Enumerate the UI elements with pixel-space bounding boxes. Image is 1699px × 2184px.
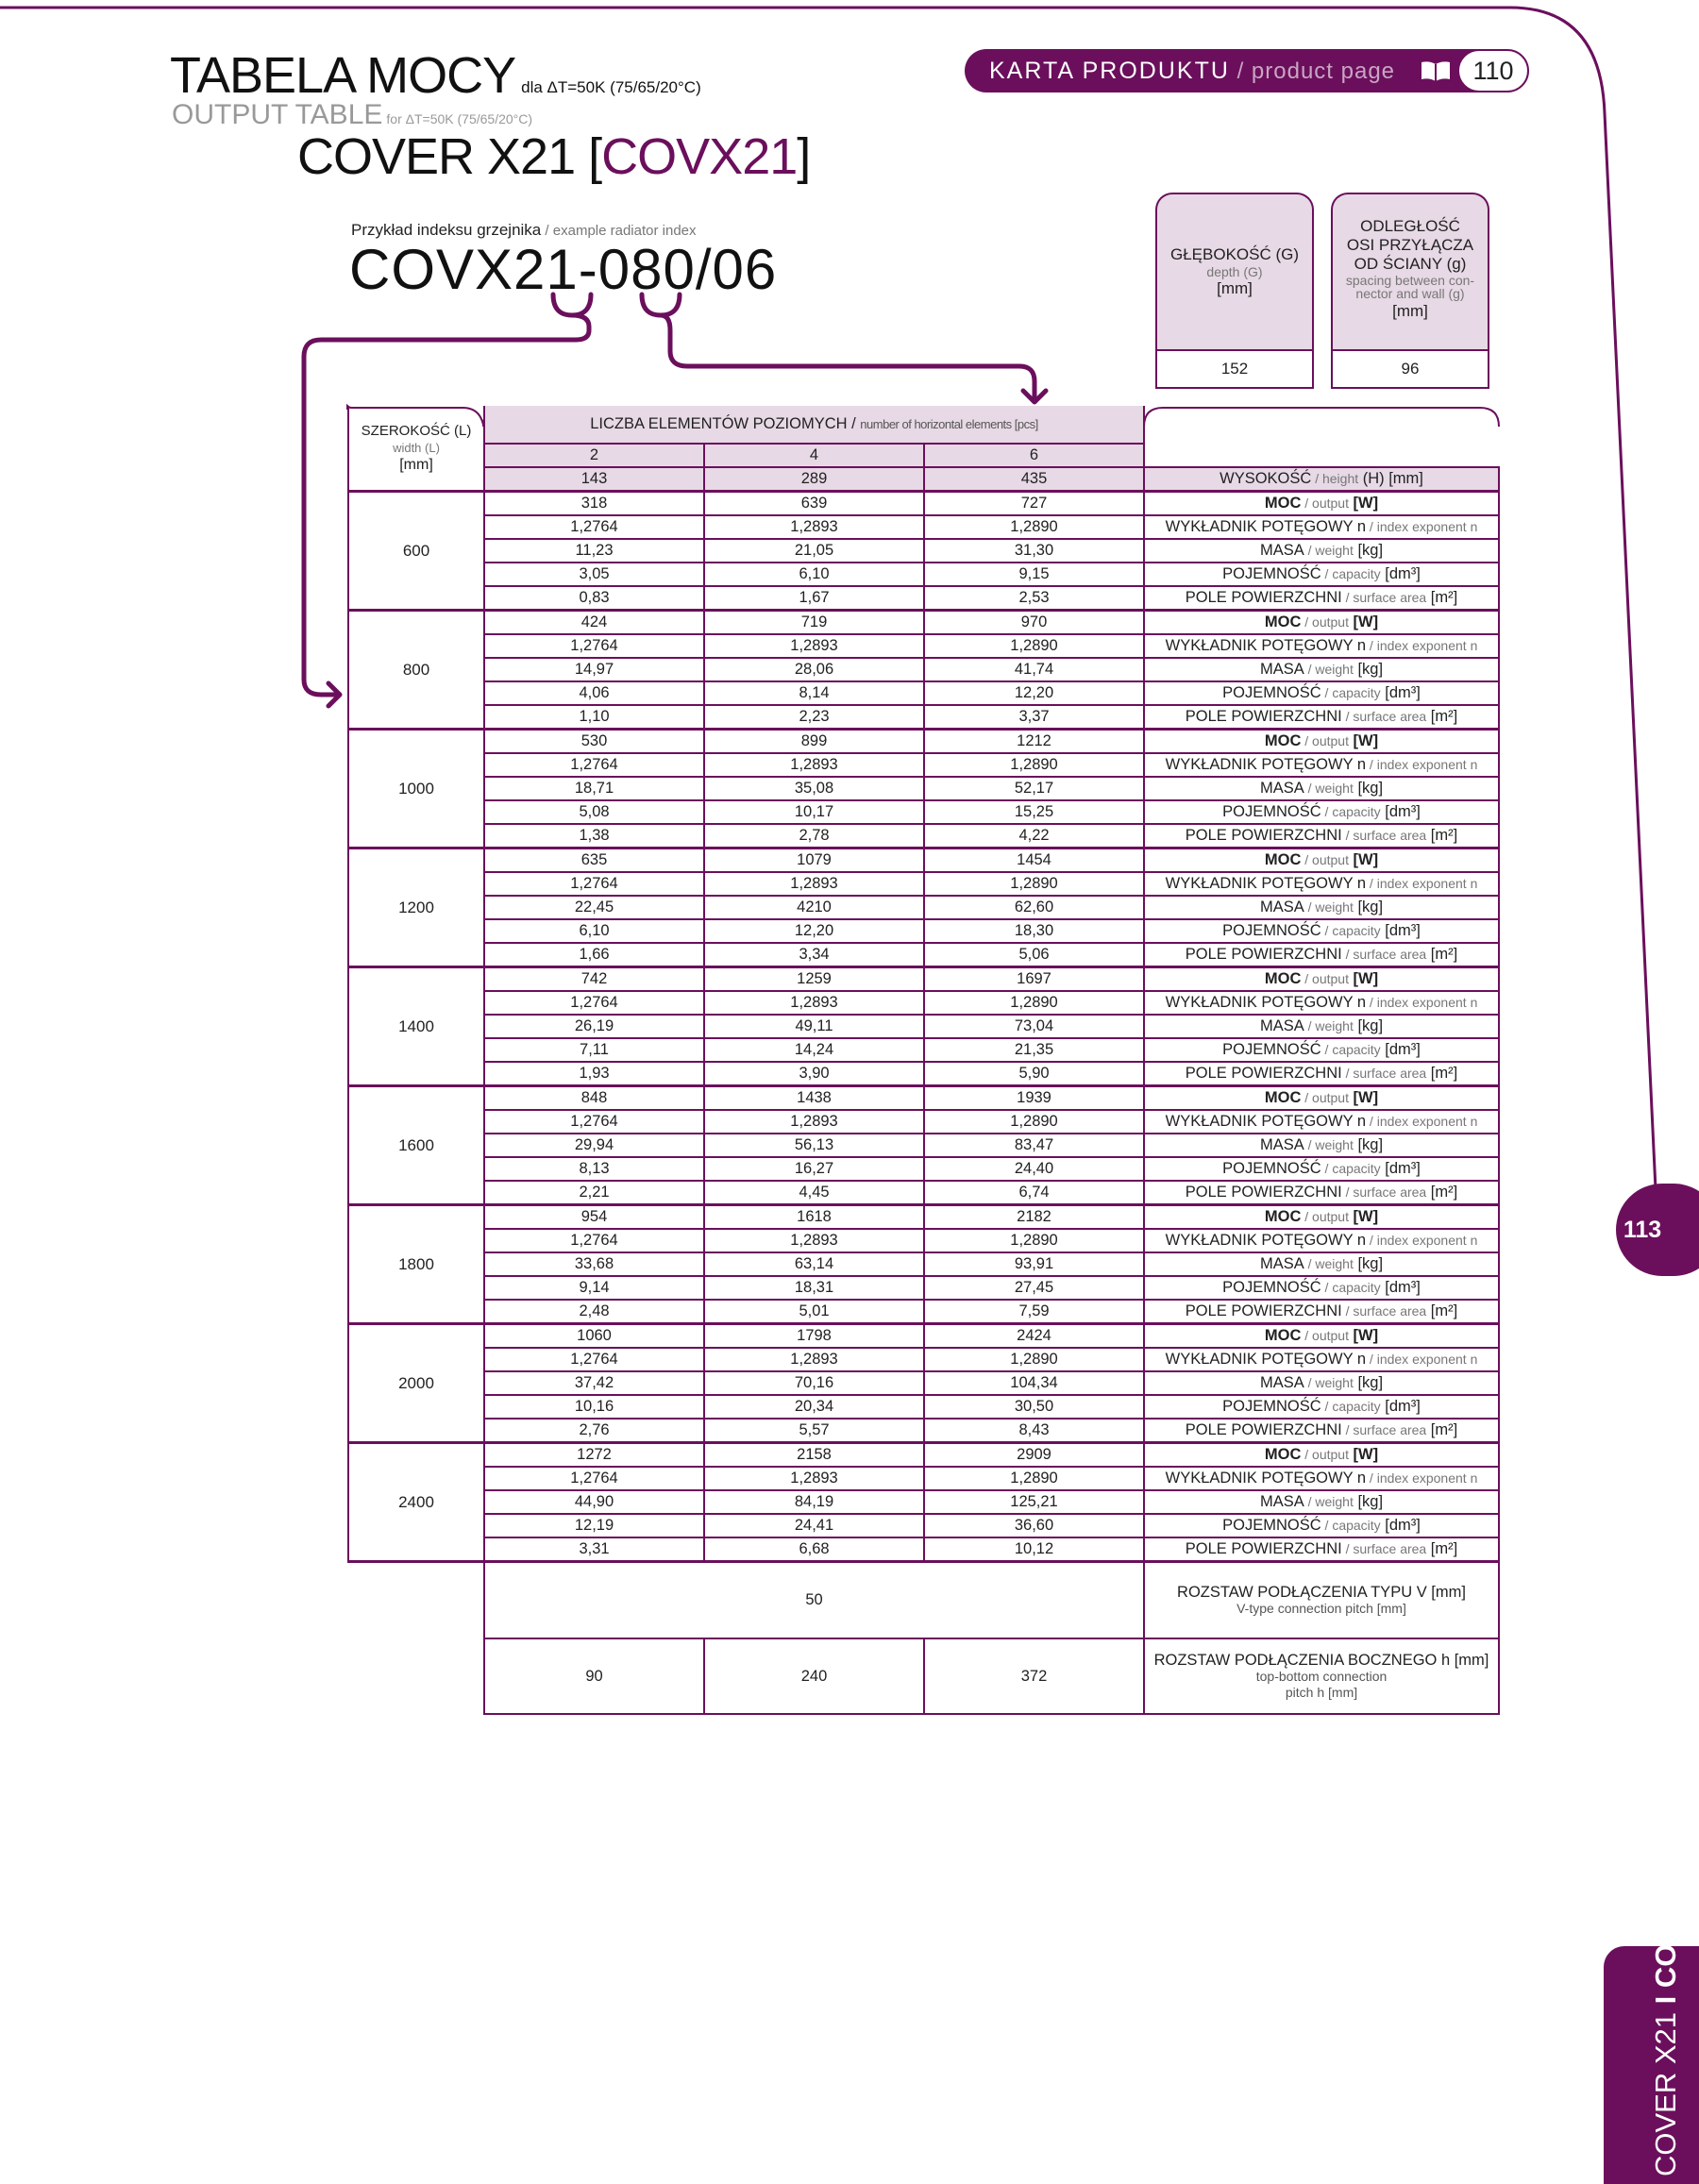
row-label: WYKŁADNIK POTĘGOWY n / index exponent n xyxy=(1144,515,1499,539)
row-label: MASA / weight [kg] xyxy=(1144,1134,1499,1157)
table-cell: 1,2764 xyxy=(484,634,704,658)
table-cell: 6,74 xyxy=(924,1181,1144,1205)
table-cell: 2,48 xyxy=(484,1300,704,1324)
table-cell: 2182 xyxy=(924,1205,1144,1230)
table-row xyxy=(348,919,1499,943)
table-cell: 31,30 xyxy=(924,539,1144,563)
table-cell: 719 xyxy=(704,611,924,635)
table-row xyxy=(348,1371,1499,1395)
table-cell: 44,90 xyxy=(484,1490,704,1514)
row-label: POLE POWIERZCHNI / surface area [m²] xyxy=(1144,1419,1499,1443)
row-label: MASA / weight [kg] xyxy=(1144,658,1499,681)
table-cell: 1,2890 xyxy=(924,1110,1144,1134)
table-cell: 12,19 xyxy=(484,1514,704,1537)
table-cell: 1,2890 xyxy=(924,1229,1144,1252)
table-cell: 15,25 xyxy=(924,800,1144,824)
table-cell: 1,2890 xyxy=(924,991,1144,1015)
table-cell: 848 xyxy=(484,1086,704,1111)
table-row xyxy=(348,539,1499,563)
v-connection-row xyxy=(348,1562,1499,1639)
table-cell: 6,68 xyxy=(704,1537,924,1562)
row-label: WYKŁADNIK POTĘGOWY n / index exponent n xyxy=(1144,872,1499,896)
table-cell: 1,2890 xyxy=(924,515,1144,539)
table-cell: 424 xyxy=(484,611,704,635)
table-cell: 49,11 xyxy=(704,1015,924,1038)
table-cell: 1939 xyxy=(924,1086,1144,1111)
table-cell: 2424 xyxy=(924,1324,1144,1349)
depth-value: 152 xyxy=(1155,349,1314,389)
chapter-side-tab[interactable]: COVER X21 I COVX21 xyxy=(1604,1946,1699,2184)
row-label: WYKŁADNIK POTĘGOWY n / index exponent n xyxy=(1144,634,1499,658)
row-label: POJEMNOŚĆ / capacity [dm³] xyxy=(1144,919,1499,943)
header-blank xyxy=(1144,406,1499,467)
table-cell: 1697 xyxy=(924,967,1144,992)
table-row xyxy=(348,1467,1499,1490)
product-page-number[interactable]: 110 xyxy=(1457,49,1529,92)
table-row xyxy=(348,1110,1499,1134)
row-label: POLE POWIERZCHNI / surface area [m²] xyxy=(1144,705,1499,730)
table-cell: 1,2893 xyxy=(704,1348,924,1371)
table-cell: 10,17 xyxy=(704,800,924,824)
table-cell: 5,06 xyxy=(924,943,1144,967)
table-cell: 93,91 xyxy=(924,1252,1144,1276)
row-label: MASA / weight [kg] xyxy=(1144,539,1499,563)
table-row xyxy=(348,777,1499,800)
table-cell: 1,2890 xyxy=(924,634,1144,658)
table-row xyxy=(348,563,1499,586)
table-cell: 2,21 xyxy=(484,1181,704,1205)
column-elements: 2 xyxy=(484,444,704,467)
table-cell: 28,06 xyxy=(704,658,924,681)
table-cell: 5,01 xyxy=(704,1300,924,1324)
table-cell: 5,57 xyxy=(704,1419,924,1443)
table-cell: 8,43 xyxy=(924,1419,1144,1443)
row-label: WYKŁADNIK POTĘGOWY n / index exponent n xyxy=(1144,1348,1499,1371)
row-label: POLE POWIERZCHNI / surface area [m²] xyxy=(1144,1181,1499,1205)
row-label: POJEMNOŚĆ / capacity [dm³] xyxy=(1144,1038,1499,1062)
width-value: 1600 xyxy=(348,1086,484,1205)
table-cell: 4210 xyxy=(704,896,924,919)
table-cell: 3,90 xyxy=(704,1062,924,1086)
table-row xyxy=(348,730,1499,754)
table-cell: 18,71 xyxy=(484,777,704,800)
table-row xyxy=(348,753,1499,777)
table-cell: 1,2764 xyxy=(484,1348,704,1371)
side-connection-row xyxy=(348,1638,1499,1714)
row-label: POJEMNOŚĆ / capacity [dm³] xyxy=(1144,1395,1499,1419)
row-label: MOC / output [W] xyxy=(1144,492,1499,516)
row-label: MASA / weight [kg] xyxy=(1144,1015,1499,1038)
table-cell: 6,10 xyxy=(484,919,704,943)
table-cell: 33,68 xyxy=(484,1252,704,1276)
width-value: 1800 xyxy=(348,1205,484,1324)
column-elements: 6 xyxy=(924,444,1144,467)
table-row xyxy=(348,872,1499,896)
width-value: 800 xyxy=(348,611,484,730)
table-cell: 56,13 xyxy=(704,1134,924,1157)
table-row xyxy=(348,1300,1499,1324)
product-name: COVER X21 [COVX21] xyxy=(297,128,811,185)
row-label: MASA / weight [kg] xyxy=(1144,1371,1499,1395)
table-cell: 62,60 xyxy=(924,896,1144,919)
table-cell: 1,2893 xyxy=(704,1229,924,1252)
table-cell: 21,05 xyxy=(704,539,924,563)
table-cell: 1,2893 xyxy=(704,1110,924,1134)
table-row xyxy=(348,824,1499,848)
table-cell: 52,17 xyxy=(924,777,1144,800)
table-row xyxy=(348,800,1499,824)
table-cell: 26,19 xyxy=(484,1015,704,1038)
column-elements: 4 xyxy=(704,444,924,467)
table-cell: 1,2893 xyxy=(704,991,924,1015)
row-label: MASA / weight [kg] xyxy=(1144,1490,1499,1514)
table-row xyxy=(348,1157,1499,1181)
row-label: MOC / output [W] xyxy=(1144,730,1499,754)
height-value: 435 xyxy=(924,467,1144,492)
table-cell: 4,22 xyxy=(924,824,1144,848)
width-value: 2000 xyxy=(348,1324,484,1443)
width-value: 1200 xyxy=(348,848,484,967)
table-cell: 30,50 xyxy=(924,1395,1144,1419)
table-row xyxy=(348,1062,1499,1086)
row-label: POLE POWIERZCHNI / surface area [m²] xyxy=(1144,1300,1499,1324)
table-cell: 1212 xyxy=(924,730,1144,754)
table-cell: 1272 xyxy=(484,1443,704,1468)
table-cell: 1,10 xyxy=(484,705,704,730)
row-label: WYKŁADNIK POTĘGOWY n / index exponent n xyxy=(1144,753,1499,777)
table-cell: 18,30 xyxy=(924,919,1144,943)
depth-header: GŁĘBOKOŚĆ (G) depth (G) [mm] xyxy=(1155,193,1314,349)
row-label: WYKŁADNIK POTĘGOWY n / index exponent n xyxy=(1144,1229,1499,1252)
table-cell: 954 xyxy=(484,1205,704,1230)
table-row xyxy=(348,1443,1499,1468)
empty-cell xyxy=(348,1562,484,1639)
table-cell: 1,2893 xyxy=(704,753,924,777)
width-value: 1400 xyxy=(348,967,484,1086)
table-cell: 1,2890 xyxy=(924,872,1144,896)
table-cell: 73,04 xyxy=(924,1015,1144,1038)
book-icon xyxy=(1420,60,1452,81)
height-value: 143 xyxy=(484,467,704,492)
product-page-pill[interactable]: KARTA PRODUKTU / product page xyxy=(965,49,1525,92)
table-cell: 4,45 xyxy=(704,1181,924,1205)
table-cell: 70,16 xyxy=(704,1371,924,1395)
table-row xyxy=(348,943,1499,967)
table-cell: 1798 xyxy=(704,1324,924,1349)
table-cell: 1454 xyxy=(924,848,1144,873)
table-cell: 1,2764 xyxy=(484,991,704,1015)
table-cell: 29,94 xyxy=(484,1134,704,1157)
width-header: SZEROKOŚĆ (L) width (L) [mm] xyxy=(348,406,484,492)
width-value: 2400 xyxy=(348,1443,484,1562)
height-value: 289 xyxy=(704,467,924,492)
table-cell: 12,20 xyxy=(924,681,1144,705)
example-index-label: Przykład indeksu grzejnika / example radiator index xyxy=(351,221,697,239)
table-row xyxy=(348,1038,1499,1062)
table-cell: 1259 xyxy=(704,967,924,992)
row-label: WYKŁADNIK POTĘGOWY n / index exponent n xyxy=(1144,1467,1499,1490)
side-connection-value: 372 xyxy=(924,1638,1144,1714)
table-cell: 37,42 xyxy=(484,1371,704,1395)
width-value: 600 xyxy=(348,492,484,611)
example-index-code: COVX21-080/06 xyxy=(349,238,778,301)
row-label: POJEMNOŚĆ / capacity [dm³] xyxy=(1144,563,1499,586)
table-cell: 24,40 xyxy=(924,1157,1144,1181)
row-label: MOC / output [W] xyxy=(1144,1324,1499,1349)
table-cell: 10,12 xyxy=(924,1537,1144,1562)
table-row xyxy=(348,1537,1499,1562)
table-row xyxy=(348,1395,1499,1419)
table-cell: 318 xyxy=(484,492,704,516)
table-cell: 1,2890 xyxy=(924,1467,1144,1490)
table-cell: 20,34 xyxy=(704,1395,924,1419)
table-cell: 14,24 xyxy=(704,1038,924,1062)
table-cell: 2,23 xyxy=(704,705,924,730)
pill-label-en: product page xyxy=(1251,59,1396,84)
row-label: WYKŁADNIK POTĘGOWY n / index exponent n xyxy=(1144,1110,1499,1134)
table-cell: 84,19 xyxy=(704,1490,924,1514)
empty-cell xyxy=(348,1638,484,1714)
table-cell: 8,14 xyxy=(704,681,924,705)
side-connection-label: ROZSTAW PODŁĄCZENIA BOCZNEGO h [mm] top-bottom connection pitch h [mm] xyxy=(1144,1638,1499,1714)
row-label: MOC / output [W] xyxy=(1144,1443,1499,1468)
table-row xyxy=(348,586,1499,611)
table-cell: 7,59 xyxy=(924,1300,1144,1324)
row-label: POLE POWIERZCHNI / surface area [m²] xyxy=(1144,1537,1499,1562)
table-cell: 2909 xyxy=(924,1443,1144,1468)
table-cell: 1,2893 xyxy=(704,1467,924,1490)
table-row xyxy=(348,1181,1499,1205)
table-row xyxy=(348,1086,1499,1111)
page-title: TABELA MOCY dla ΔT=50K (75/65/20°C) xyxy=(170,47,701,104)
table-cell: 35,08 xyxy=(704,777,924,800)
table-row xyxy=(348,896,1499,919)
table-cell: 1,2764 xyxy=(484,515,704,539)
table-cell: 1438 xyxy=(704,1086,924,1111)
table-row xyxy=(348,1490,1499,1514)
table-row xyxy=(348,848,1499,873)
table-cell: 9,15 xyxy=(924,563,1144,586)
table-cell: 1,2893 xyxy=(704,515,924,539)
row-label: POJEMNOŚĆ / capacity [dm³] xyxy=(1144,1514,1499,1537)
row-label: POJEMNOŚĆ / capacity [dm³] xyxy=(1144,1276,1499,1300)
table-cell: 1,2764 xyxy=(484,872,704,896)
table-row xyxy=(348,1134,1499,1157)
table-row xyxy=(348,611,1499,635)
table-row xyxy=(348,1229,1499,1252)
table-cell: 1,2893 xyxy=(704,872,924,896)
row-label: POLE POWIERZCHNI / surface area [m²] xyxy=(1144,1062,1499,1086)
table-cell: 18,31 xyxy=(704,1276,924,1300)
row-label: MASA / weight [kg] xyxy=(1144,777,1499,800)
spacing-header: ODLEGŁOŚĆ OSI PRZYŁĄCZA OD ŚCIANY (g) spacing between con- nector and wall (g) [mm] xyxy=(1331,193,1489,349)
table-cell: 8,13 xyxy=(484,1157,704,1181)
table-cell: 2,76 xyxy=(484,1419,704,1443)
table-cell: 5,90 xyxy=(924,1062,1144,1086)
table-cell: 3,34 xyxy=(704,943,924,967)
table-row xyxy=(348,1276,1499,1300)
table-cell: 104,34 xyxy=(924,1371,1144,1395)
table-row xyxy=(348,1252,1499,1276)
page-subtitle: OUTPUT TABLE for ΔT=50K (75/65/20°C) xyxy=(172,99,533,130)
table-cell: 11,23 xyxy=(484,539,704,563)
table-cell: 1,67 xyxy=(704,586,924,611)
table-cell: 83,47 xyxy=(924,1134,1144,1157)
table-cell: 727 xyxy=(924,492,1144,516)
table-cell: 125,21 xyxy=(924,1490,1144,1514)
spacing-value: 96 xyxy=(1331,349,1489,389)
row-label: MOC / output [W] xyxy=(1144,967,1499,992)
table-cell: 1,2764 xyxy=(484,1229,704,1252)
table-row xyxy=(348,1015,1499,1038)
row-label: MOC / output [W] xyxy=(1144,848,1499,873)
elements-header: LICZBA ELEMENTÓW POZIOMYCH / number of horizontal elements [pcs] xyxy=(484,406,1144,444)
row-label: POJEMNOŚĆ / capacity [dm³] xyxy=(1144,1157,1499,1181)
table-cell: 1079 xyxy=(704,848,924,873)
table-cell: 1,2890 xyxy=(924,753,1144,777)
row-label: MOC / output [W] xyxy=(1144,611,1499,635)
table-cell: 530 xyxy=(484,730,704,754)
v-connection-value: 50 xyxy=(484,1562,1144,1639)
table-row xyxy=(348,492,1499,516)
table-cell: 12,20 xyxy=(704,919,924,943)
table-row xyxy=(348,658,1499,681)
table-cell: 16,27 xyxy=(704,1157,924,1181)
table-cell: 1,38 xyxy=(484,824,704,848)
table-row xyxy=(348,1514,1499,1537)
table-cell: 41,74 xyxy=(924,658,1144,681)
table-row xyxy=(348,515,1499,539)
row-label: MOC / output [W] xyxy=(1144,1205,1499,1230)
table-cell: 639 xyxy=(704,492,924,516)
table-cell: 22,45 xyxy=(484,896,704,919)
table-row xyxy=(348,681,1499,705)
table-cell: 7,11 xyxy=(484,1038,704,1062)
table-row xyxy=(348,1324,1499,1349)
row-label: POLE POWIERZCHNI / surface area [m²] xyxy=(1144,586,1499,611)
table-cell: 970 xyxy=(924,611,1144,635)
table-row xyxy=(348,1205,1499,1230)
v-connection-label: ROZSTAW PODŁĄCZENIA TYPU V [mm] V-type connection pitch [mm] xyxy=(1144,1562,1499,1639)
table-cell: 9,14 xyxy=(484,1276,704,1300)
table-cell: 1,93 xyxy=(484,1062,704,1086)
table-cell: 4,06 xyxy=(484,681,704,705)
row-label: POLE POWIERZCHNI / surface area [m²] xyxy=(1144,824,1499,848)
row-label: POLE POWIERZCHNI / surface area [m²] xyxy=(1144,943,1499,967)
side-connection-value: 240 xyxy=(704,1638,924,1714)
table-cell: 1,66 xyxy=(484,943,704,967)
table-row xyxy=(348,634,1499,658)
table-cell: 635 xyxy=(484,848,704,873)
table-cell: 14,97 xyxy=(484,658,704,681)
row-label: MASA / weight [kg] xyxy=(1144,1252,1499,1276)
page-number-tab: 113 xyxy=(1616,1184,1699,1276)
table-cell: 899 xyxy=(704,730,924,754)
table-cell: 2,53 xyxy=(924,586,1144,611)
table-cell: 63,14 xyxy=(704,1252,924,1276)
table-cell: 27,45 xyxy=(924,1276,1144,1300)
table-cell: 1,2764 xyxy=(484,753,704,777)
table-cell: 24,41 xyxy=(704,1514,924,1537)
width-value: 1000 xyxy=(348,730,484,848)
row-label: MASA / weight [kg] xyxy=(1144,896,1499,919)
table-cell: 1,2764 xyxy=(484,1110,704,1134)
table-cell: 21,35 xyxy=(924,1038,1144,1062)
table-cell: 1060 xyxy=(484,1324,704,1349)
table-cell: 1,2893 xyxy=(704,634,924,658)
table-cell: 3,05 xyxy=(484,563,704,586)
row-label: POJEMNOŚĆ / capacity [dm³] xyxy=(1144,681,1499,705)
height-label: WYSOKOŚĆ / height (H) [mm] xyxy=(1144,467,1499,492)
table-cell: 2,78 xyxy=(704,824,924,848)
table-cell: 742 xyxy=(484,967,704,992)
row-label: POJEMNOŚĆ / capacity [dm³] xyxy=(1144,800,1499,824)
table-row xyxy=(348,967,1499,992)
table-cell: 1618 xyxy=(704,1205,924,1230)
side-connection-value: 90 xyxy=(484,1638,704,1714)
table-cell: 1,2890 xyxy=(924,1348,1144,1371)
table-cell: 3,31 xyxy=(484,1537,704,1562)
index-bracket-elements xyxy=(642,294,1035,400)
table-row xyxy=(348,1419,1499,1443)
table-cell: 36,60 xyxy=(924,1514,1144,1537)
table-cell: 10,16 xyxy=(484,1395,704,1419)
table-cell: 3,37 xyxy=(924,705,1144,730)
table-cell: 1,2764 xyxy=(484,1467,704,1490)
table-row xyxy=(348,991,1499,1015)
table-cell: 2158 xyxy=(704,1443,924,1468)
row-label: WYKŁADNIK POTĘGOWY n / index exponent n xyxy=(1144,991,1499,1015)
table-cell: 5,08 xyxy=(484,800,704,824)
table-cell: 0,83 xyxy=(484,586,704,611)
table-row xyxy=(348,705,1499,730)
pill-label-pl: KARTA PRODUKTU xyxy=(989,58,1230,84)
table-cell: 6,10 xyxy=(704,563,924,586)
table-row xyxy=(348,1348,1499,1371)
row-label: MOC / output [W] xyxy=(1144,1086,1499,1111)
output-table xyxy=(347,406,1500,1715)
